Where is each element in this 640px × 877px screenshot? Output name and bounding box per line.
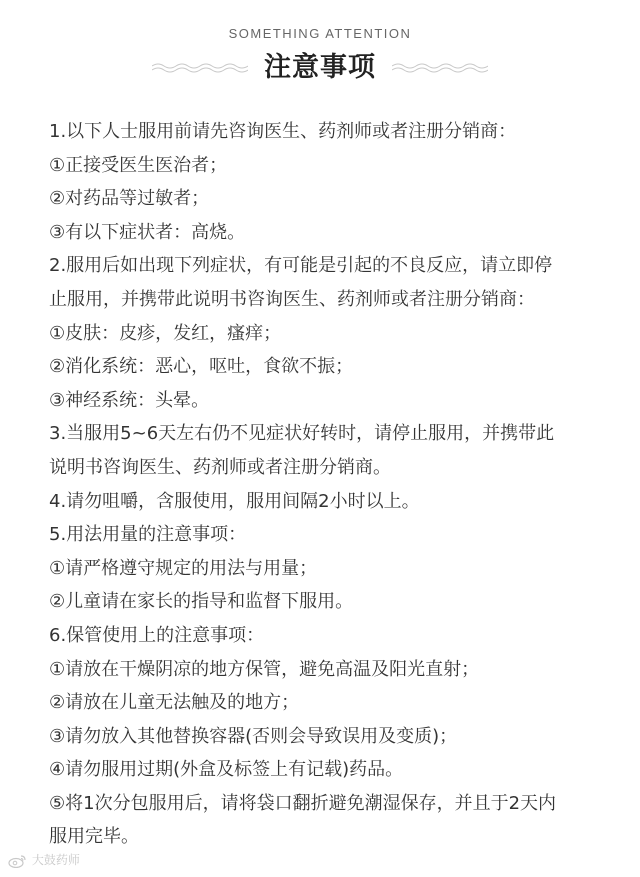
title-row xyxy=(0,46,640,90)
text-line: 止服用，并携带此说明书咨询医生、药剂师或者注册分销商： xyxy=(49,288,535,310)
text-line: 6.保管使用上的注意事项： xyxy=(49,624,265,646)
page-title: 注意事项 xyxy=(264,52,376,83)
wave-divider-right-icon xyxy=(392,62,488,74)
header xyxy=(0,24,640,90)
text-line: ②对药品等过敏者； xyxy=(49,188,210,210)
text-line: ③神经系统：头晕。 xyxy=(49,389,210,411)
watermark-text: 大鼓药师 xyxy=(31,853,80,867)
text-line: 说明书咨询医生、药剂师或者注册分销商。 xyxy=(49,456,391,478)
text-line: ③请勿放入其他替换容器(否则会导致误用及变质)； xyxy=(49,725,458,747)
text-line: ②消化系统：恶心，呕吐，食欲不振； xyxy=(49,356,354,378)
text-line: ④请勿服用过期(外盒及标签上有记载)药品。 xyxy=(49,759,404,781)
text-line: 服用完毕。 xyxy=(49,826,139,848)
text-line: ①皮肤：皮疹，发红，瘙痒； xyxy=(49,322,282,344)
text-line: 1.以下人士服用前请先咨询医生、药剂师或者注册分销商： xyxy=(49,121,517,142)
text-line: ①请严格遵守规定的用法与用量； xyxy=(49,557,318,579)
text-line: ⑤将1次分包服用后，请将袋口翻折避免潮湿保存，并且于2天内 xyxy=(49,792,557,814)
precautions-text xyxy=(49,115,609,854)
text-line: 3.当服用5~6天左右仍不见症状好转时，请停止服用，并携带此 xyxy=(49,423,555,445)
watermark xyxy=(8,852,80,868)
text-line: 4.请勿咀嚼，含服使用，服用间隔2小时以上。 xyxy=(49,490,420,512)
text-line: 2.服用后如出现下列症状，有可能是引起的不良反应，请立即停 xyxy=(49,255,553,277)
text-line: ②请放在儿童无法触及的地方； xyxy=(49,692,300,714)
text-line: ③有以下症状者：高烧。 xyxy=(49,221,246,243)
section-subtitle: SOMETHING ATTENTION xyxy=(228,26,412,41)
text-line: ①正接受医生医治者； xyxy=(49,154,228,176)
text-line: 5.用法用量的注意事项： xyxy=(49,524,247,546)
text-line: ②儿童请在家长的指导和监督下服用。 xyxy=(49,591,354,613)
weibo-icon xyxy=(8,854,28,868)
text-line: ①请放在干燥阴凉的地方保管，避免高温及阳光直射； xyxy=(49,658,480,680)
